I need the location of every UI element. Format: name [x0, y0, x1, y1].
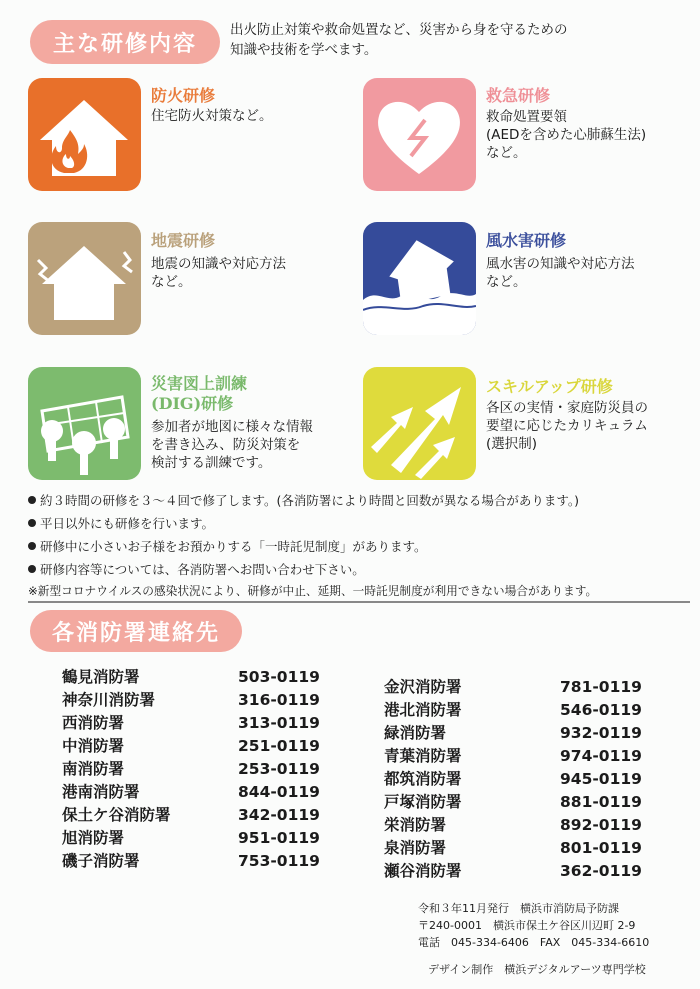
address-line: 〒240-0001 横浜市保土ケ谷区川辺町 2-9: [418, 919, 636, 932]
notes-list: [28, 489, 688, 603]
bullet-icon: [28, 519, 36, 527]
station-row: 中消防署 251-0119: [62, 737, 320, 755]
earthquake-house-icon: [28, 222, 141, 335]
station-row: 青葉消防署 974-0119: [384, 747, 642, 765]
station-row: 戸塚消防署 881-0119: [384, 793, 642, 811]
station-row: 鶴見消防署 503-0119: [62, 668, 320, 686]
issue-line: 令和３年11月発行 横浜市消防局予防課: [418, 902, 619, 915]
note-item: 平日以外にも研修を行います。: [28, 512, 688, 535]
bullet-icon: [28, 565, 36, 573]
training-title-skillup: スキルアップ研修: [486, 377, 613, 396]
phone-line: 電話 045-334-6406 FAX 045-334-6610: [418, 936, 650, 949]
station-row: 港北消防署 546-0119: [384, 701, 642, 719]
station-row: 南消防署 253-0119: [62, 760, 320, 778]
stations-left: [62, 666, 332, 873]
covid-warning: ※新型コロナウイルスの感染状況により、研修が中止、延期、一時託児制度が利用できない場合があります。: [28, 581, 690, 603]
training-title-fire: 防火研修: [151, 86, 216, 105]
training-desc-earthquake: 地震の知識や対応方法 など。: [151, 256, 286, 290]
broken-heart-icon: [363, 78, 476, 191]
bullet-icon: [28, 496, 36, 504]
station-row: 栄消防署 892-0119: [384, 816, 642, 834]
training-desc-fire: 住宅防火対策など。: [151, 108, 273, 124]
note-item: 研修内容等については、各消防署へお問い合わせ下さい。: [28, 558, 688, 581]
station-row: 西消防署 313-0119: [62, 714, 320, 732]
training-desc-first-aid: 救命処置要領 (AEDを含めた心肺蘇生法) など。: [486, 109, 647, 161]
training-title-dig: 災害図上訓練 (DIG)研修: [151, 374, 248, 413]
section-heading-training: 主な研修内容: [30, 20, 220, 64]
station-row: 金沢消防署 781-0119: [384, 678, 642, 696]
intro-text: 出火防止対策や救命処置など、災害から身を守るための 知識や技術を学べます。: [230, 22, 568, 58]
station-row: 緑消防署 932-0119: [384, 724, 642, 742]
training-title-flood: 風水害研修: [486, 231, 567, 250]
bullet-icon: [28, 542, 36, 550]
note-item: 約３時間の研修を３～４回で修了します。(各消防署により時間と回数が異なる場合があります。): [28, 489, 688, 512]
section-heading-contacts: 各消防署連絡先: [30, 610, 242, 652]
training-desc-flood: 風水害の知識や対応方法 など。: [486, 256, 635, 290]
publisher-info: [418, 900, 649, 951]
station-row: 瀬谷消防署 362-0119: [384, 862, 642, 880]
map-pins-icon: [28, 367, 141, 480]
note-item: 研修中に小さいお子様をお預かりする「一時託児制度」があります。: [28, 535, 688, 558]
training-desc-skillup: 各区の実情・家庭防災員の 要望に応じたカリキュラム (選択制): [486, 400, 648, 452]
stations-right: [384, 676, 654, 883]
house-fire-icon: [28, 78, 141, 191]
arrows-up-icon: [363, 367, 476, 480]
station-row: 磯子消防署 753-0119: [62, 852, 320, 870]
flood-house-icon: [363, 222, 476, 335]
training-title-earthquake: 地震研修: [151, 231, 216, 250]
station-row: 都筑消防署 945-0119: [384, 770, 642, 788]
training-desc-dig: 参加者が地図に様々な情報 を書き込み、防災対策を 検討する訓練です。: [151, 419, 313, 471]
station-row: 保土ケ谷消防署 342-0119: [62, 806, 320, 824]
training-title-first-aid: 救急研修: [486, 86, 551, 105]
station-row: 泉消防署 801-0119: [384, 839, 642, 857]
station-row: 神奈川消防署 316-0119: [62, 691, 320, 709]
station-row: 旭消防署 951-0119: [62, 829, 320, 847]
design-credit: デザイン制作 横浜デジタルアーツ専門学校: [428, 963, 646, 976]
station-row: 港南消防署 844-0119: [62, 783, 320, 801]
